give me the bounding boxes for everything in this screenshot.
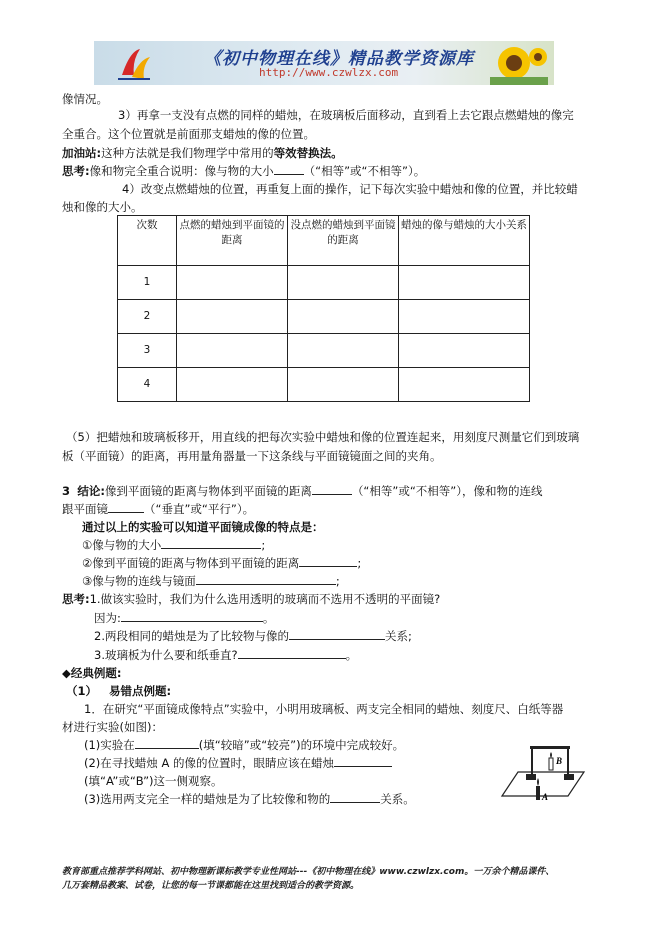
footer-line-2: 几万套精品教案、试卷，让您的每一节课都能在这里找到适合的教学资源。 <box>62 881 360 891</box>
think2-because: 因为: <box>94 611 121 625</box>
tip-text: 这种方法就是我们物理学中常用的 <box>101 146 274 160</box>
example1-q1 <box>84 737 404 753</box>
site-logo-icon <box>114 45 154 83</box>
tip-label: 加油站: <box>62 146 102 160</box>
summary-title: 通过以上的实验可以知道平面镜成像的特点是： <box>82 520 324 534</box>
conclusion-text-b: （“相等”或“不相等”），像和物的连线 <box>351 484 543 498</box>
example1-q1-blank[interactable] <box>135 737 199 749</box>
example1-line-b: 材进行实验(如图)： <box>62 720 163 734</box>
example1-q3 <box>84 791 415 807</box>
row-index: 2 <box>118 300 177 334</box>
think2-q2-line <box>94 628 412 644</box>
easy-label: （1） <box>66 684 98 698</box>
think2-q3-line <box>94 647 357 663</box>
period: 。 <box>345 648 358 662</box>
think2-line <box>62 591 440 607</box>
example1-q2-blank[interactable] <box>334 755 392 767</box>
think2-q2-tail: 关系; <box>384 629 412 643</box>
table-cell[interactable] <box>399 266 530 300</box>
feature-3 <box>82 573 340 589</box>
feature-1 <box>82 537 265 553</box>
table-cell[interactable] <box>399 300 530 334</box>
table-row <box>118 266 530 300</box>
semicolon: ; <box>261 538 266 552</box>
candle-a <box>536 786 540 800</box>
think1-blank[interactable] <box>274 163 304 175</box>
glass-top-bar <box>530 746 570 749</box>
flame-b-icon <box>550 752 552 758</box>
period: 。 <box>262 611 275 625</box>
feature-3-text: ③像与物的连线与镜面 <box>82 574 196 588</box>
step4-line-b: 烛和像的大小。 <box>62 200 143 214</box>
table-cell[interactable] <box>288 368 399 402</box>
conclusion-label: 结论: <box>77 484 105 498</box>
classic-title: ◆经典例题: <box>62 666 122 680</box>
header-cell: 没点燃的蜡烛到平面镜的距离 <box>288 216 399 266</box>
think2-label: 思考: <box>62 592 90 606</box>
think1-line <box>62 163 425 179</box>
footer-line-1: 教育部重点推荐学科网站、初中物理新课标教学专业性网站---《初中物理在线》www.czwlzx.com。一万余个精品课件、 <box>62 867 555 877</box>
example1-line-a: 1．在研究“平面镜成像特点”实验中，小明用玻璃板、两支完全相同的蜡烛、刻度尺、白纸等器 <box>84 702 564 716</box>
think1-label: 思考: <box>62 164 90 178</box>
table-cell[interactable] <box>177 368 288 402</box>
tip-line <box>62 145 343 161</box>
table-row <box>118 368 530 402</box>
example1-q2-text: (2)在寻找蜡烛 A 的像的位置时，眼睛应该在蜡烛 <box>84 756 334 770</box>
example1-q1-tail: (填“较暗”或“较亮”)的环境中完成较好。 <box>198 738 405 752</box>
feature-2-text: ②像到平面镜的距离与物体到平面镜的距离 <box>82 556 300 570</box>
conclusion-text-d: （“垂直”或“平行”）。 <box>144 502 255 516</box>
conclusion-line-b <box>62 501 254 517</box>
example1-q3-tail: 关系。 <box>380 792 415 806</box>
header-banner <box>94 41 554 85</box>
table-cell[interactable] <box>399 334 530 368</box>
table-cell[interactable] <box>288 266 399 300</box>
feature-2-blank[interactable] <box>299 555 357 567</box>
banner-title: 《初中物理在线》精品教学资源库 <box>204 49 474 69</box>
table-row <box>118 334 530 368</box>
table-row <box>118 300 530 334</box>
example1-q1-text: (1)实验在 <box>84 738 135 752</box>
example1-q2 <box>84 755 392 771</box>
header-cell: 次数 <box>118 216 177 266</box>
conclusion-text-a: 像到平面镜的距离与物体到平面镜的距离 <box>104 484 312 498</box>
step3-line-a: 3）再拿一支没有点燃的同样的蜡烛，在玻璃板后面移动，直到看上去它跟点燃蜡烛的像完 <box>118 108 574 122</box>
semicolon: ; <box>335 574 340 588</box>
glass-left-base <box>526 774 536 780</box>
candle-b <box>549 758 553 770</box>
flame-a-icon <box>537 778 539 786</box>
example1-q3-text: (3)选用两支完全一样的蜡烛是为了比较像和物的 <box>84 792 331 806</box>
easy-title-line <box>66 683 171 699</box>
conclusion-blank-1[interactable] <box>312 483 352 495</box>
header-cell: 点燃的蜡烛到平面镜的距离 <box>177 216 288 266</box>
table-cell[interactable] <box>399 368 530 402</box>
step4-line-a: 4）改变点燃蜡烛的位置，再重复上面的操作，记下每次实验中蜡烛和像的位置，并比较蜡 <box>122 182 578 196</box>
step5-line-b: 板（平面镜）的距离，再用量角器量一下这条线与平面镜镜面之间的夹角。 <box>62 449 442 463</box>
think1-text-a: 像和物完全重合说明：像与物的大小 <box>89 164 274 178</box>
feature-3-blank[interactable] <box>196 573 336 585</box>
label-b: B <box>556 756 563 766</box>
think1-text-b: （“相等”或“不相等”）。 <box>303 164 426 178</box>
row-index: 1 <box>118 266 177 300</box>
think2-q3-text: 3.玻璃板为什么要和纸垂直? <box>94 648 238 662</box>
conclusion-number: 3 <box>62 484 71 498</box>
think2-q1: 1.做该实验时，我们为什么选用透明的玻璃而不选用不透明的平面镜? <box>89 592 441 606</box>
semicolon: ; <box>357 556 362 570</box>
table-cell[interactable] <box>288 334 399 368</box>
feature-2 <box>82 555 361 571</box>
conclusion-blank-2[interactable] <box>108 501 144 513</box>
feature-1-text: ①像与物的大小 <box>82 538 162 552</box>
example1-q2-tail: (填“A”或“B”)这一侧观察。 <box>84 774 223 788</box>
tip-bold: 等效替换法。 <box>273 146 343 160</box>
think2-q2-blank[interactable] <box>289 628 385 640</box>
feature-1-blank[interactable] <box>161 537 261 549</box>
sunflower-icon <box>490 43 548 85</box>
glass-right-base <box>564 774 574 780</box>
label-a: A <box>542 792 549 802</box>
conclusion-text-c: 跟平面镜 <box>62 502 108 516</box>
header-cell: 蜡烛的像与蜡烛的大小关系 <box>399 216 530 266</box>
conclusion-line-a <box>62 483 543 499</box>
think2-q2-text: 2.两段相同的蜡烛是为了比较物与像的 <box>94 629 289 643</box>
step5-line-a: （5）把蜡烛和玻璃板移开，用直线的把每次实验中蜡烛和像的位置连起来，用刻度尺测量它们到玻璃 <box>66 430 580 444</box>
banner-url[interactable]: http://www.czwlzx.com <box>259 66 399 79</box>
table-cell[interactable] <box>177 300 288 334</box>
easy-title: 易错点例题: <box>109 684 172 698</box>
think2-q3-blank[interactable] <box>238 647 346 659</box>
row-index: 4 <box>118 368 177 402</box>
table-cell[interactable] <box>288 300 399 334</box>
row-index: 3 <box>118 334 177 368</box>
table-cell[interactable] <box>177 334 288 368</box>
experiment-diagram <box>496 738 586 810</box>
example1-q3-blank[interactable] <box>330 791 380 803</box>
table-header-row <box>118 216 530 266</box>
table-cell[interactable] <box>177 266 288 300</box>
think2-because-blank[interactable] <box>121 610 263 622</box>
think2-because-line <box>94 610 274 626</box>
line-image-situation: 像情况。 <box>62 92 108 106</box>
step3-line-b: 全重合。这个位置就是前面那支蜡烛的像的位置。 <box>62 127 315 141</box>
experiment-table <box>117 215 530 402</box>
